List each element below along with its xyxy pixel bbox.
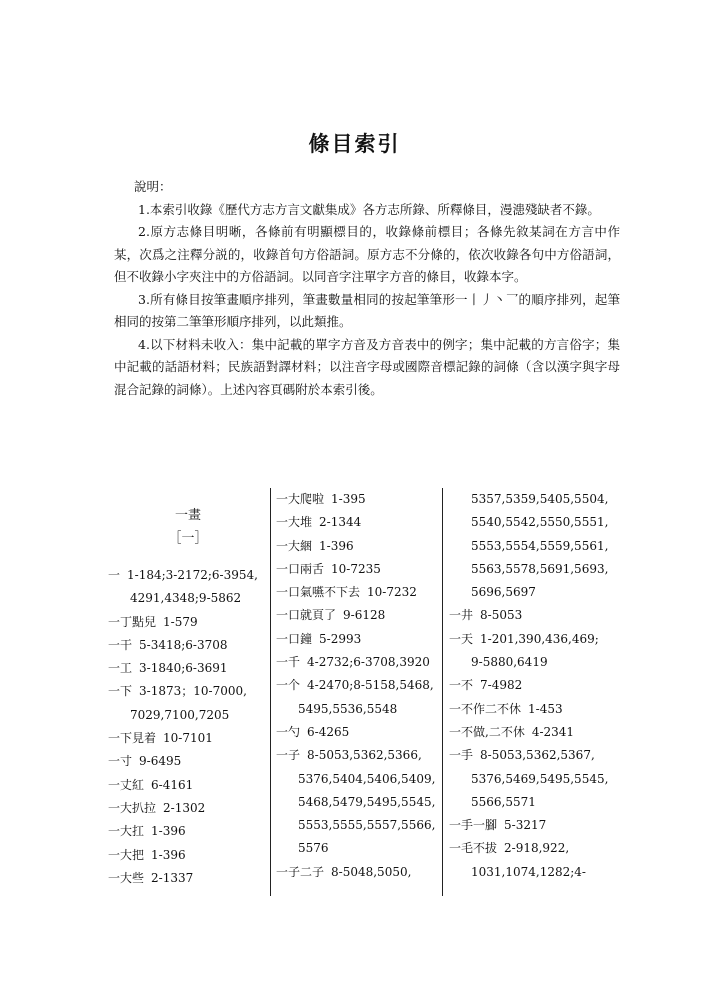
entry-page-refs: 8-5053,5362,5367, — [480, 748, 595, 763]
entry-first-line — [449, 604, 614, 627]
entry-headword: 一大堆 — [276, 515, 313, 530]
index-entry — [108, 844, 268, 867]
entry-headword: 一勺 — [276, 724, 301, 739]
entry-first-line — [108, 564, 268, 587]
notes-paragraph: 4.以下材料未收入：集中記載的單字方音及方音表中的例字；集中記載的方言俗字；集中記載的話語材料；民族語對譯材料；以注音字母或國際音標記錄的詞條（含以漢字與字母混合記錄的詞條）。上述內容頁碼附於本索引後。 — [114, 336, 620, 397]
entry-page-refs: 2-918,922, — [504, 841, 570, 856]
entry-first-line — [276, 744, 436, 767]
index-entry — [276, 488, 436, 511]
entry-headword: 一口兩舌 — [276, 561, 325, 576]
entry-continuation-line — [108, 704, 268, 727]
entry-continuation-line — [449, 861, 614, 884]
entry-first-line — [276, 488, 436, 511]
index-entry — [449, 814, 614, 837]
entry-headword: 一大些 — [108, 870, 145, 885]
entry-continuation-line — [276, 791, 436, 814]
entry-headword: 一大扛 — [108, 824, 145, 839]
entry-first-line — [108, 844, 268, 867]
entry-first-line — [449, 628, 614, 651]
index-column-1 — [108, 488, 268, 890]
entry-continuation-line — [449, 511, 614, 534]
entry-headword: 一手 — [449, 748, 474, 763]
index-entry — [276, 535, 436, 558]
index-entry — [108, 867, 268, 890]
entry-page-refs: 1-184;3-2172;6-3954, — [127, 568, 258, 582]
column-divider — [270, 488, 271, 896]
page-title: 條目索引 — [308, 131, 401, 156]
entry-page-refs: 10-7235 — [331, 561, 381, 576]
entry-first-line — [449, 744, 614, 767]
index-column-3 — [449, 488, 614, 884]
index-entry — [276, 744, 436, 860]
entry-page-refs: 5376,5469,5495,5545, — [471, 771, 609, 786]
entry-first-line — [449, 721, 614, 744]
entry-page-refs: 5-2993 — [319, 631, 362, 646]
entry-page-refs: 8-5053 — [480, 608, 523, 623]
entry-headword: 一下 — [108, 684, 133, 699]
entry-page-refs: 3-1873；10-7000, — [139, 684, 247, 699]
index-entry — [276, 604, 436, 627]
entry-page-refs: 5357,5359,5405,5504, — [471, 492, 609, 506]
entry-first-line — [276, 581, 436, 604]
entry-page-refs: 6-4265 — [307, 724, 350, 739]
index-entry — [276, 651, 436, 674]
entry-first-line — [276, 511, 436, 534]
entry-first-line — [276, 861, 436, 884]
entry-headword: 一寸 — [108, 754, 133, 769]
entry-page-refs: 10-7101 — [163, 731, 213, 746]
entry-first-line — [449, 674, 614, 697]
entry-page-refs: 5696,5697 — [471, 585, 536, 600]
entry-continuation-line — [276, 837, 436, 860]
entry-first-line — [108, 680, 268, 703]
entry-first-line — [108, 774, 268, 797]
entry-first-line — [108, 727, 268, 750]
entry-continuation-line — [449, 581, 614, 604]
entry-headword: 一丁點兒 — [108, 614, 157, 629]
entry-headword: 一个 — [276, 678, 301, 693]
entry-page-refs: 7029,7100,7205 — [130, 707, 230, 722]
entry-page-refs: 5376,5404,5406,5409, — [298, 771, 436, 786]
index-entry — [449, 628, 614, 675]
entry-page-refs: 1-396 — [151, 824, 186, 839]
entry-headword: 一天 — [449, 631, 474, 646]
entry-page-refs: 5566,5571 — [471, 794, 536, 809]
entry-continuation-line — [276, 698, 436, 721]
entry-headword: 一不 — [449, 678, 474, 693]
entry-continuation-line — [108, 587, 268, 610]
entry-headword: 一大綑 — [276, 538, 313, 553]
section-heading: 一畫 — [174, 508, 201, 523]
entry-page-refs: 9-6128 — [343, 608, 386, 623]
entry-first-line — [108, 867, 268, 890]
entry-first-line — [276, 535, 436, 558]
entry-first-line — [449, 814, 614, 837]
entry-headword: 一大爬啦 — [276, 492, 325, 506]
index-entry — [108, 820, 268, 843]
index-entry — [449, 721, 614, 744]
entry-page-refs: 4-2732;6-3708,3920 — [307, 655, 430, 670]
entry-continuation-line — [449, 791, 614, 814]
entry-first-line — [276, 604, 436, 627]
index-entry — [108, 797, 268, 820]
index-entry — [276, 581, 436, 604]
entry-page-refs: 6-4161 — [151, 777, 194, 792]
entry-headword: 一不作二不休 — [449, 701, 522, 716]
entry-first-line — [449, 837, 614, 860]
entry-first-line — [276, 721, 436, 744]
entry-page-refs: 2-1344 — [319, 515, 362, 530]
entry-page-refs: 8-5053,5362,5366, — [307, 748, 422, 763]
notes-section — [114, 176, 620, 401]
index-entry — [276, 558, 436, 581]
notes-paragraph: 1.本索引收錄《歷代方志方言文獻集成》各方志所錄、所釋條目，漫漶殘缺者不錄。 — [138, 201, 600, 217]
entry-headword: 一口就頁了 — [276, 608, 337, 623]
entry-first-line — [276, 651, 436, 674]
entry-continuation-line — [449, 651, 614, 674]
entry-headword: 一大把 — [108, 847, 145, 862]
entry-headword: 一手一腳 — [449, 818, 498, 833]
entry-headword: 一工 — [108, 661, 133, 676]
entry-page-refs: 5-3418;6-3708 — [139, 637, 228, 652]
index-entry — [449, 698, 614, 721]
notes-heading: 說明： — [134, 179, 172, 194]
entry-headword: 一 — [108, 568, 121, 582]
entry-continuation-line — [449, 535, 614, 558]
entry-continuation-line — [449, 768, 614, 791]
entry-page-refs: 7-4982 — [480, 678, 523, 693]
entry-page-refs: 8-5048,5050, — [331, 864, 412, 879]
entry-page-refs: 1-396 — [151, 847, 186, 862]
index-entry — [108, 727, 268, 750]
entry-continuation-line — [276, 768, 436, 791]
index-entry — [276, 628, 436, 651]
index-entry — [276, 511, 436, 534]
entry-page-refs: 4-2341 — [531, 724, 575, 739]
entry-page-refs: 1-453 — [528, 701, 563, 716]
notes-paragraph: 3.所有條目按筆畫順序排列，筆畫數量相同的按起筆筆形一丨丿丶乛的順序排列，起筆相同的按第二筆筆形順序排列，以此類推。 — [114, 291, 620, 329]
index-entry — [108, 774, 268, 797]
entry-headword: 一干 — [108, 637, 133, 652]
entry-first-line — [108, 657, 268, 680]
index-entry — [449, 674, 614, 697]
entry-first-line — [449, 698, 614, 721]
entry-page-refs: 3-1840;6-3691 — [139, 661, 228, 676]
entry-page-refs: 5495,5536,5548 — [298, 701, 398, 716]
entry-page-refs: 1-395 — [331, 492, 366, 506]
index-entry — [108, 680, 268, 727]
entry-page-refs: 2-1337 — [151, 870, 194, 885]
entry-page-refs: 9-6495 — [139, 754, 182, 769]
entry-headword: 一下見着 — [108, 731, 157, 746]
index-entry — [108, 750, 268, 773]
entry-first-line — [108, 750, 268, 773]
entry-page-refs: 2-1302 — [163, 800, 206, 815]
entry-headword: 一不做,二不休 — [449, 724, 525, 739]
notes-paragraph: 2.原方志條目明晰，各條前有明顯標目的，收錄條前標目；各條先敘某詞在方言中作某，次爲之注釋分説的，收錄首句方俗語詞。原方志不分條的，依次收錄各句中方俗語詞，但不收錄小字夾注中的方俗語詞。以同音字注單字方音的條目，收錄本字。 — [114, 224, 620, 284]
index-entry — [108, 564, 268, 611]
entry-page-refs: 5553,5555,5557,5566, — [298, 818, 436, 833]
entry-continuation-line — [449, 558, 614, 581]
entry-headword: 一口氣嚥不下去 — [276, 585, 361, 600]
index-entry — [276, 861, 436, 884]
index-entry — [449, 488, 614, 604]
entry-headword: 一子二子 — [276, 864, 325, 879]
entry-page-refs: 5-3217 — [504, 818, 547, 833]
index-entry — [449, 744, 614, 814]
entry-first-line — [276, 674, 436, 697]
entry-page-refs: 1-579 — [163, 614, 198, 629]
entry-headword: 一口鐘 — [276, 631, 313, 646]
entry-page-refs: 5563,5578,5691,5693, — [471, 561, 609, 576]
entry-page-refs: 4291,4348;9-5862 — [130, 591, 242, 606]
entry-page-refs: 5468,5479,5495,5545, — [298, 794, 436, 809]
entry-page-refs: 1-396 — [319, 538, 354, 553]
entry-headword: 一丈紅 — [108, 777, 145, 792]
entry-first-line — [108, 797, 268, 820]
entry-first-line — [449, 488, 614, 511]
entry-first-line — [108, 634, 268, 657]
entry-headword: 一子 — [276, 748, 301, 763]
column-divider — [442, 488, 443, 896]
index-entry — [108, 611, 268, 634]
index-entry — [449, 837, 614, 884]
entry-first-line — [276, 628, 436, 651]
entry-page-refs: 5553,5554,5559,5561, — [471, 538, 609, 553]
entry-first-line — [108, 820, 268, 843]
entry-page-refs: 1031,1074,1282;4- — [471, 864, 586, 879]
entry-page-refs: 4-2470;8-5158,5468, — [307, 678, 434, 693]
entry-headword: 一千 — [276, 655, 301, 670]
entry-headword: 一井 — [449, 608, 474, 623]
entry-first-line — [108, 611, 268, 634]
index-entry — [449, 604, 614, 627]
entry-first-line — [276, 558, 436, 581]
entry-page-refs: 9-5880,6419 — [471, 655, 548, 670]
entry-page-refs: 5576 — [298, 841, 329, 856]
entry-page-refs: 10-7232 — [367, 585, 417, 600]
index-entry — [108, 634, 268, 657]
index-entry — [276, 721, 436, 744]
entry-headword: 一毛不拔 — [449, 841, 498, 856]
index-entry — [276, 674, 436, 721]
entry-continuation-line — [276, 814, 436, 837]
entry-headword: 一大扒拉 — [108, 800, 157, 815]
entry-page-refs: 1-201,390,436,469; — [480, 631, 599, 646]
index-entry — [108, 657, 268, 680]
entry-page-refs: 5540,5542,5550,5551, — [471, 515, 609, 530]
section-subheading: ［一］ — [168, 531, 208, 546]
index-column-2 — [276, 488, 436, 884]
